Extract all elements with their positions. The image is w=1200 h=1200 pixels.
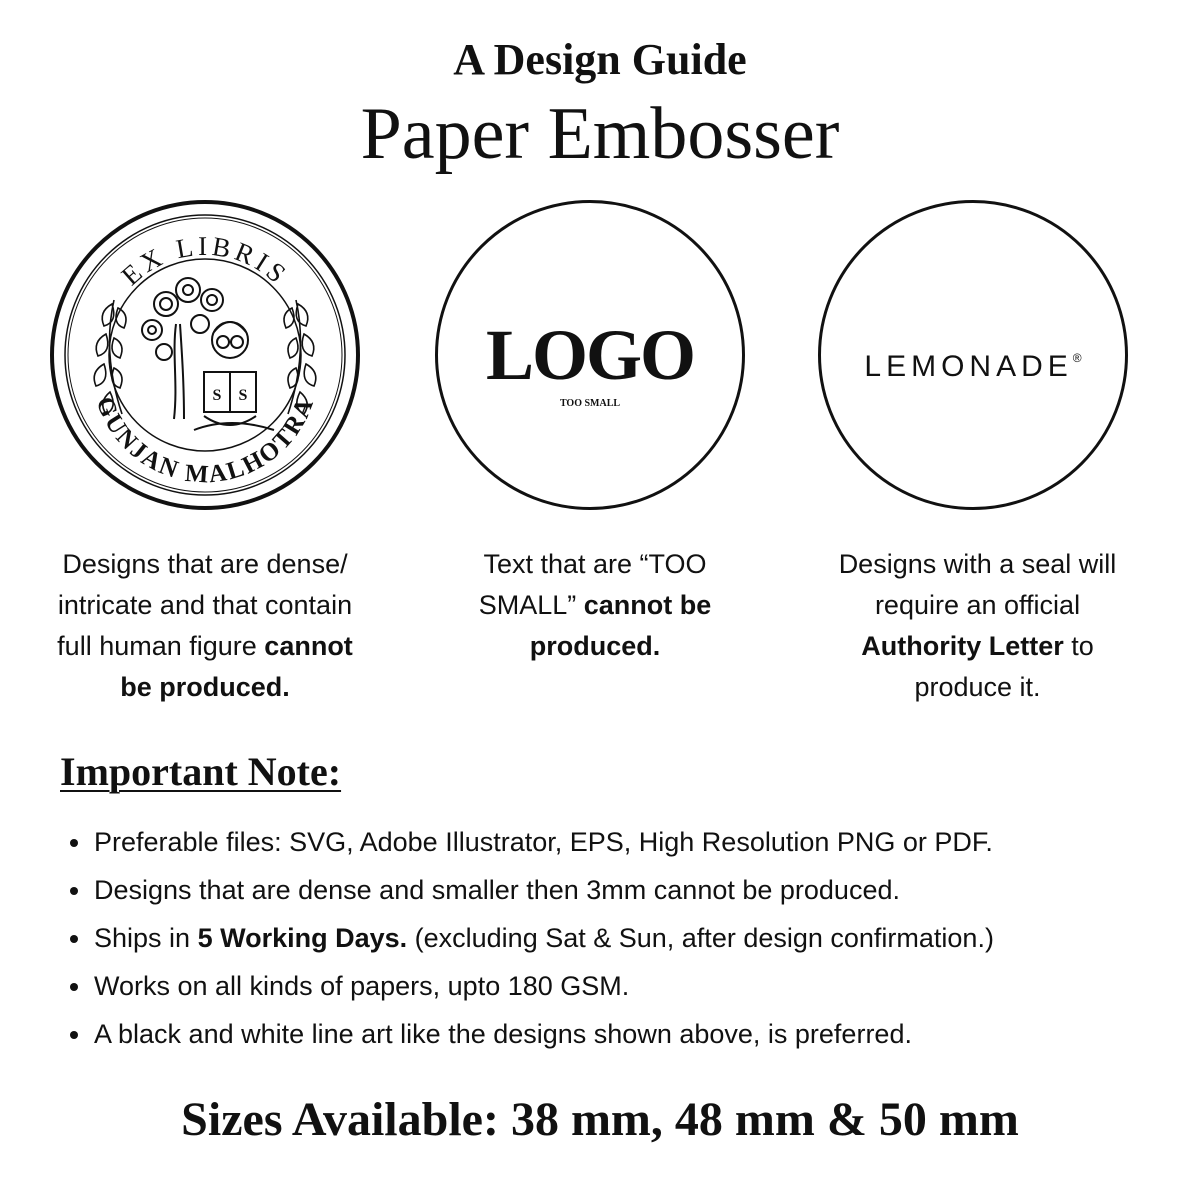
ex-libris-seal-example <box>50 200 360 510</box>
brand-text: LEMONADE® <box>864 350 1082 383</box>
caption-line: be produced. <box>120 672 290 702</box>
page-title: Paper Embosser <box>360 93 840 175</box>
logo-too-small-example <box>435 200 745 510</box>
note-item: Preferable files: SVG, Adobe Illustrator, EPS, High Resolution PNG or PDF. <box>66 818 1186 866</box>
note-item: Works on all kinds of papers, upto 180 GSM. <box>66 962 1186 1010</box>
note-item: Designs that are dense and smaller then 3mm cannot be produced. <box>66 866 1186 914</box>
caption-line: Authority Letter to <box>861 631 1094 661</box>
caption-line: intricate and that contain <box>57 590 353 620</box>
book-letter-right: S <box>238 387 248 404</box>
caption-line: require an official <box>874 590 1081 620</box>
important-note-heading: Important Note: <box>60 749 342 794</box>
logo-text: LOGO <box>485 315 695 395</box>
important-note-list <box>66 818 1186 1058</box>
caption-line: produced. <box>529 631 661 661</box>
caption-dense-designs <box>25 544 385 708</box>
seal-bottom-text: GUNJAN MALHOTRA <box>90 393 320 489</box>
seal-top-text: EX LIBRIS <box>115 230 295 292</box>
caption-too-small-text <box>410 544 780 667</box>
registered-mark: ® <box>1072 351 1082 365</box>
caption-line: full human figure cannot <box>57 631 353 661</box>
ex-libris-seal-artwork <box>54 204 356 506</box>
caption-line: Text that are “TOO <box>483 549 707 579</box>
lemonade-seal-example <box>818 200 1128 510</box>
sizes-available: Sizes Available: 38 mm, 48 mm & 50 mm <box>181 1093 1019 1146</box>
guide-subtitle: A Design Guide <box>453 35 747 84</box>
reading-child-icon <box>194 322 274 430</box>
caption-line: Designs with a seal will <box>838 549 1117 579</box>
logo-small-text: TOO SMALL <box>559 398 621 409</box>
note-item: A black and white line art like the designs shown above, is preferred. <box>66 1010 1186 1058</box>
note-item: Ships in 5 Working Days. (excluding Sat & Sun, after design confirmation.) <box>66 914 1186 962</box>
caption-line: SMALL” cannot be <box>478 590 712 620</box>
caption-seal-authority <box>795 544 1160 708</box>
book-letter-left: S <box>212 387 222 404</box>
caption-line: Designs that are dense/ <box>62 549 348 579</box>
caption-line: produce it. <box>914 672 1041 702</box>
